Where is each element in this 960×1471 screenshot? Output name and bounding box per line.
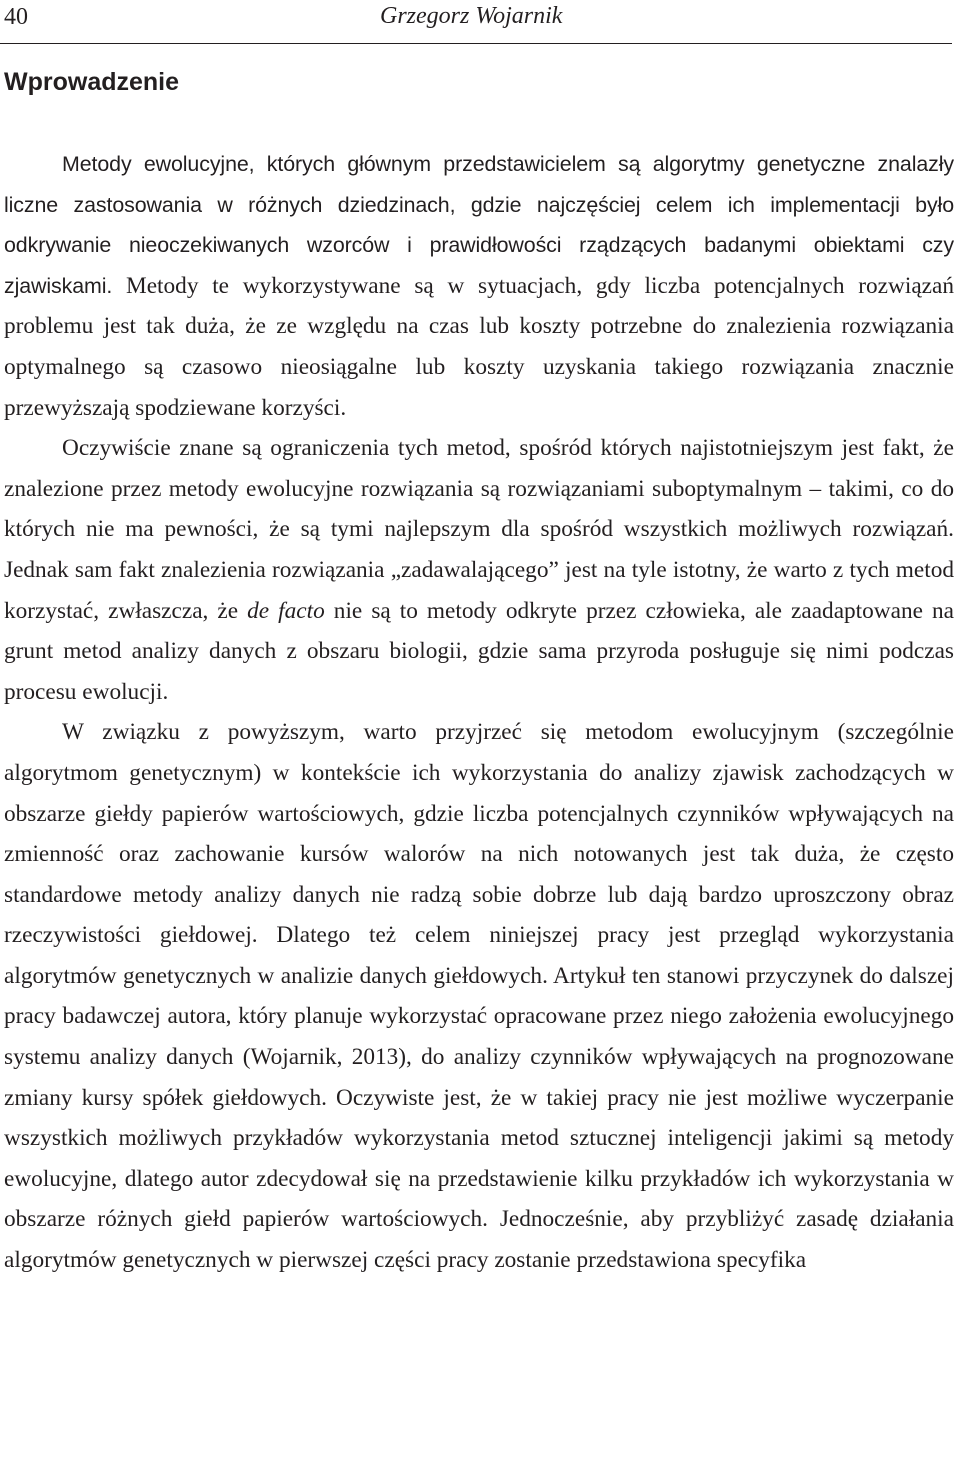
paragraph-2	[4, 428, 954, 712]
paragraph-2-italic-term: de facto	[247, 597, 325, 624]
paragraph-1	[4, 144, 954, 428]
paragraph-1-sentence-2: Metody te wykorzystywane są w sytuacjach, gdy liczba potencjalnych rozwiązań problemu jest tak duża, że ze względu na czas lub koszty potrzebne do znalezienia rozwiązania optymalnego są czasowo nieosiągalne lub koszty uzyskania takiego rozwiązania znacznie przewyższają spodziewane korzyści.	[4, 272, 954, 421]
header-rule	[0, 43, 952, 44]
paragraph-3	[4, 712, 954, 1280]
running-header	[4, 0, 954, 38]
paragraph-3-text: W związku z powyższym, warto przyjrzeć się metodom ewolucyjnym (szczególnie algorytmom genetycznym) w kontekście ich wykorzystania do analizy zjawisk zachodzących w obszarze giełdy papierów wartościowych, gdzie liczba potencjalnych czynników wpływających na zmienność oraz zachowanie kursów walorów na nich notowanych jest tak duża, że często standardowe metody analizy danych nie radzą sobie dobrze lub dają bardzo uproszczony obraz rzeczywistości giełdowej. Dlatego też celem niniejszej pracy jest przegląd wykorzystania algorytmów genetycznych w analizie danych giełdowych. Artykuł ten stanowi przyczynek do dalszej pracy badawczej autora, który planuje wykorzystać opracowane przez niego założenia ewolucyjnego systemu analizy danych (Wojarnik, 2013), do analizy czynników wpływających na prognozowane zmiany kursy spółek giełdowych. Oczywiste jest, że w takiej pracy nie jest możliwe wyczerpanie wszystkich możliwych przykładów wykorzystania metod sztucznej inteligencji jakimi są metody ewolucyjne, dlatego autor zdecydował się na przedstawienie kilku przykładów ich wykorzystania w obszarze różnych giełd papierów wartościowych. Jednocześnie, aby przybliżyć zasadę działania algorytmów genetycznych w pierwszej części pracy zostanie przedstawiona specyfika	[4, 719, 954, 1274]
body-text	[4, 144, 954, 1281]
running-header-author: Grzegorz Wojarnik	[380, 3, 563, 29]
paragraph-2-text-b: nie są to metody odkryte przez człowieka, ale zaadaptowane na grunt metod analizy danych z obszaru biologii, gdzie sama przyroda posługuje się nimi podczas procesu ewolucji.	[4, 597, 954, 705]
section-heading: Wprowadzenie	[4, 68, 180, 96]
page-number: 40	[4, 4, 28, 30]
paragraph-2-text-a: Oczywiście znane są ograniczenia tych metod, spośród których najistotniejszym jest fakt, że znalezione przez metody ewolucyjne rozwiązania są rozwiązaniami suboptymalnym – takimi, co do których nie ma pewności, że są tymi najlepszym dla spośród wszystkich możliwych rozwiązań. Jednak sam fakt znalezienia rozwiązania „zadawalającego” jest na tyle istotny, że warto z tych metod korzystać, zwłaszcza, że	[4, 435, 954, 624]
paragraph-1-sentence-1: Metody ewolucyjne, których głównym przedstawicielem są algorytmy genetyczne znalazły liczne zastosowania w różnych dziedzinach, gdzie najczęściej celem ich implementacji było odkrywanie nieoczekiwanych wzorców i prawidłowości rządzących badanymi obiektami czy zjawiskami.	[4, 152, 954, 298]
